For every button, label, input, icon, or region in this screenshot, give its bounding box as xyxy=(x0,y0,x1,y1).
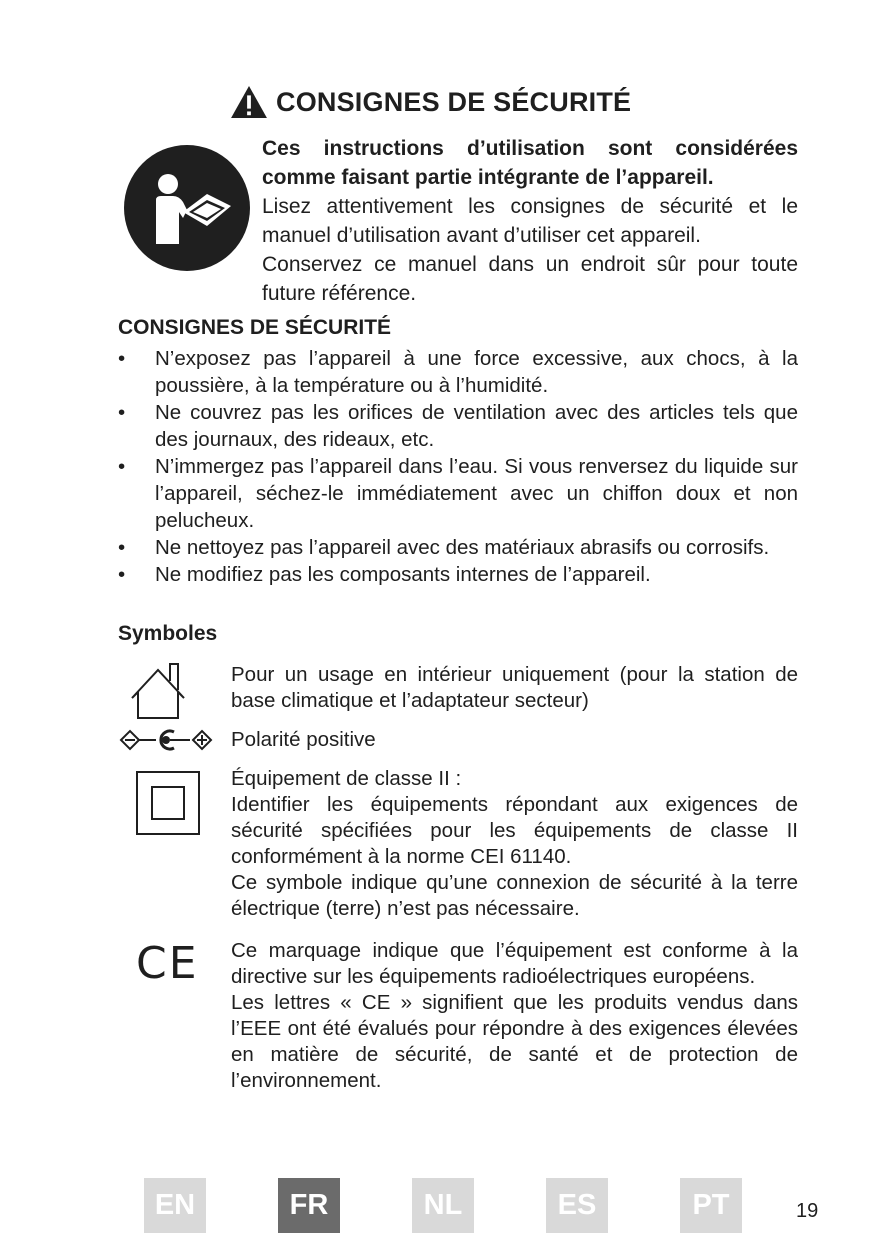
bullet-icon: • xyxy=(118,536,126,559)
class-ii-block xyxy=(231,766,798,922)
ce-mark-icon: CE xyxy=(136,938,199,989)
read-manual-icon xyxy=(123,144,251,272)
lang-tab-en[interactable]: EN xyxy=(144,1178,206,1233)
page-title-row xyxy=(230,82,830,122)
list-item: • Ne modifiez pas les composants internes de l’appareil. xyxy=(118,563,651,586)
warning-triangle-icon xyxy=(230,85,268,119)
intro-block xyxy=(262,134,798,308)
indoor-house-icon xyxy=(118,662,196,720)
indoor-text: Pour un usage en intérieur uniquement (pour la station de base climatique et l’adaptateur secteur) xyxy=(231,663,798,712)
list-item: • Ne nettoyez pas l’appareil avec des matériaux abrasifs ou corrosifs. xyxy=(118,536,770,559)
bullet-icon: • xyxy=(118,563,126,586)
class-ii-title: Équipement de classe II : xyxy=(231,767,462,790)
lang-tab-es[interactable]: ES xyxy=(546,1178,608,1233)
list-item: • Ne couvrez pas les orifices de ventilation avec des articles tels que des journaux, des rideaux, etc. xyxy=(118,401,798,451)
bullet-icon: • xyxy=(118,401,126,424)
intro-lead: Ces instructions d’utilisation sont considérées comme faisant partie intégrante de l’appareil. xyxy=(262,137,798,189)
lang-tab-fr[interactable]: FR xyxy=(278,1178,340,1233)
lang-tab-nl[interactable]: NL xyxy=(412,1178,474,1233)
polarity-text: Polarité positive xyxy=(231,728,376,751)
class-ii-paragraph-2: Ce symbole indique qu’une connexion de sécurité à la terre électrique (terre) n’est pas nécessaire. xyxy=(231,871,798,920)
ce-block xyxy=(231,938,798,1094)
list-item: • N’exposez pas l’appareil à une force excessive, aux chocs, à la poussière, à la température ou à l’humidité. xyxy=(118,347,798,397)
page-title: CONSIGNES DE SÉCURITÉ xyxy=(276,86,632,117)
ce-paragraph-1: Ce marquage indique que l’équipement est conforme à la directive sur les équipements radioélectriques européens. xyxy=(231,939,798,988)
page-number: 19 xyxy=(796,1200,819,1222)
class-ii-equipment-icon xyxy=(136,771,200,835)
lang-tab-pt[interactable]: PT xyxy=(680,1178,742,1233)
ce-paragraph-2: Les lettres « CE » signifient que les produits vendus dans l’EEE ont été évalués pour répondre à des exigences élevées en matière de sécurité, de santé et de protection de l’environnement. xyxy=(231,991,798,1092)
bullet-icon: • xyxy=(118,455,126,478)
bullet-icon: • xyxy=(118,347,126,370)
positive-polarity-icon xyxy=(118,728,214,752)
symbols-heading: Symboles xyxy=(118,622,218,645)
safety-list xyxy=(118,345,798,588)
safety-heading: CONSIGNES DE SÉCURITÉ xyxy=(118,316,392,339)
intro-paragraph-1: Lisez attentivement les consignes de sécurité et le manuel d’utilisation avant d’utiliser cet appareil. xyxy=(262,195,798,247)
class-ii-paragraph-1: Identifier les équipements répondant aux exigences de sécurité spécifiées pour les équipements de classe II conformément à la norme CEI 61140. xyxy=(231,793,798,868)
list-item: • N’immergez pas l’appareil dans l’eau. Si vous renversez du liquide sur l’appareil, séchez-le immédiatement avec un chiffon doux et non pelucheux. xyxy=(118,455,798,532)
intro-paragraph-2: Conservez ce manuel dans un endroit sûr pour toute future référence. xyxy=(262,253,798,305)
